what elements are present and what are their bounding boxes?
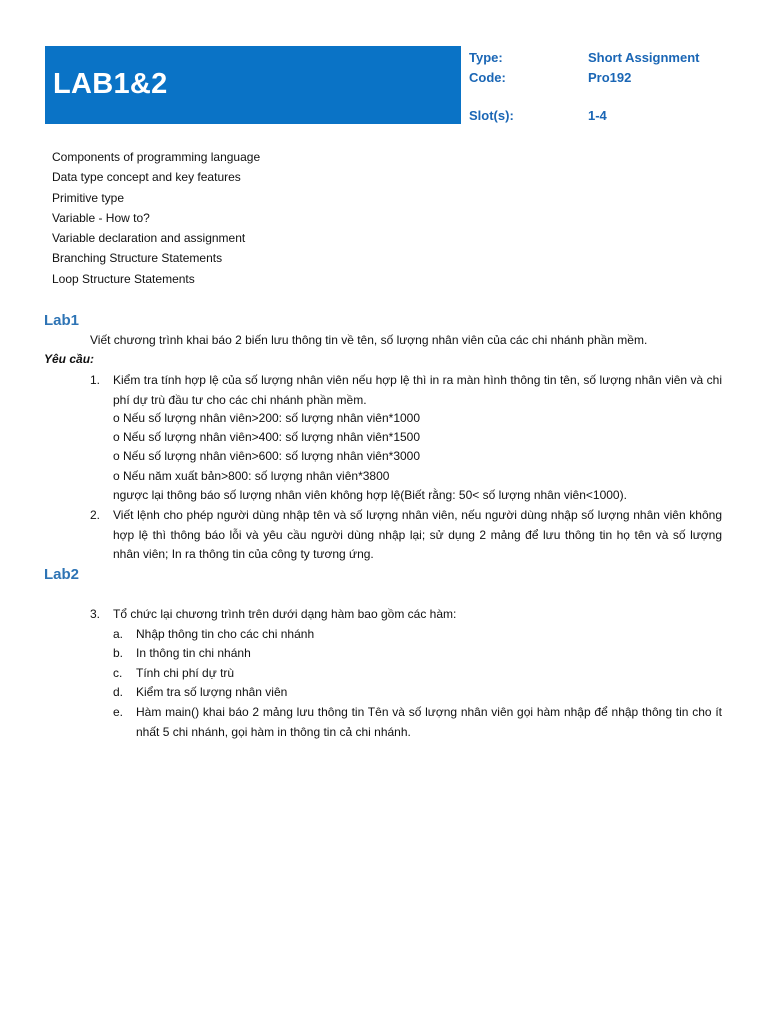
item3-text: Tổ chức lại chương trình trên dưới dạng hàm bao gồm các hàm: [113,607,457,621]
lab2-heading: Lab2 [44,566,80,583]
item1-sub: o Nếu năm xuất bản>800: số lượng nhân viên*3800 [113,469,390,483]
sub-letter: b. [113,646,124,660]
item-number: 2. [90,508,101,522]
topic-item: Variable - How to? [52,210,150,225]
item1-text: Kiểm tra tính hợp lệ của số lượng nhân viên nếu hợp lệ thì in ra màn hình thông tin tên, số lượng nhân viên và chi phí dự trù đầu tư cho các chi nhánh phần mềm. [113,373,722,407]
topic-item: Variable declaration and assignment [52,231,246,246]
title-banner [45,46,461,124]
item1-sub: o Nếu số lượng nhân viên>600: số lượng nhân viên*3000 [113,449,421,463]
sub-letter: e. [113,705,124,719]
sub-letter: a. [113,627,124,641]
topic-list [52,147,260,289]
sub-item-text: Kiểm tra số lượng nhân viên [136,685,288,699]
item-number: 3. [90,607,101,621]
sub-item-text: Nhập thông tin cho các chi nhánh [136,627,315,641]
sub-letter: d. [113,685,124,699]
topic-item: Components of programming language [52,150,261,164]
code-value: Pro192 [588,70,632,85]
lab1-intro: Viết chương trình khai báo 2 biến lưu thông tin về tên, số lượng nhân viên của các chi nhánh phần mềm. [90,333,648,347]
item1-tail: ngược lại thông báo số lượng nhân viên không hợp lệ(Biết rằng: 50< số lượng nhân viên<1000). [113,488,627,502]
sub-letter: c. [113,666,123,680]
topic-item: Branching Structure Statements [52,251,223,266]
code-label: Code: [469,70,506,85]
topic-item: Loop Structure Statements [52,271,195,286]
page-title: LAB1&2 [53,68,168,100]
lab1-heading: Lab1 [44,312,80,329]
sub-item-text: Tính chi phí dự trù [136,666,235,680]
sub-item-text: In thông tin chi nhánh [136,646,251,660]
sub-item-text: Hàm main() khai báo 2 mảng lưu thông tin Tên và số lượng nhân viên gọi hàm nhập để nhập thông tin cho ít nhất 5 chi nhánh, gọi hàm in thông tin cả chi nhánh. [136,705,722,739]
item2-text: Viết lệnh cho phép người dùng nhập tên và số lượng nhân viên, nếu người dùng nhập số lượng nhân viên không hợp lệ thì thông báo lỗi và yêu cầu người dùng nhập lại; sử dụng 2 mảng để lưu thông tin họ tên và số lượng nhân viên; In ra thông tin của công ty tương ứng. [113,508,722,561]
requirements-label: Yêu cầu: [44,352,95,366]
slot-label: Slot(s): [469,108,514,123]
topic-item: Primitive type [52,190,125,205]
item1-sub: o Nếu số lượng nhân viên>400: số lượng nhân viên*1500 [113,430,421,444]
item1-sub: o Nếu số lượng nhân viên>200: số lượng nhân viên*1000 [113,411,421,425]
slot-value: 1-4 [588,108,607,123]
topic-item: Data type concept and key features [52,170,241,185]
type-value: Short Assignment [588,50,700,65]
item-number: 1. [90,373,101,387]
type-label: Type: [469,50,503,65]
